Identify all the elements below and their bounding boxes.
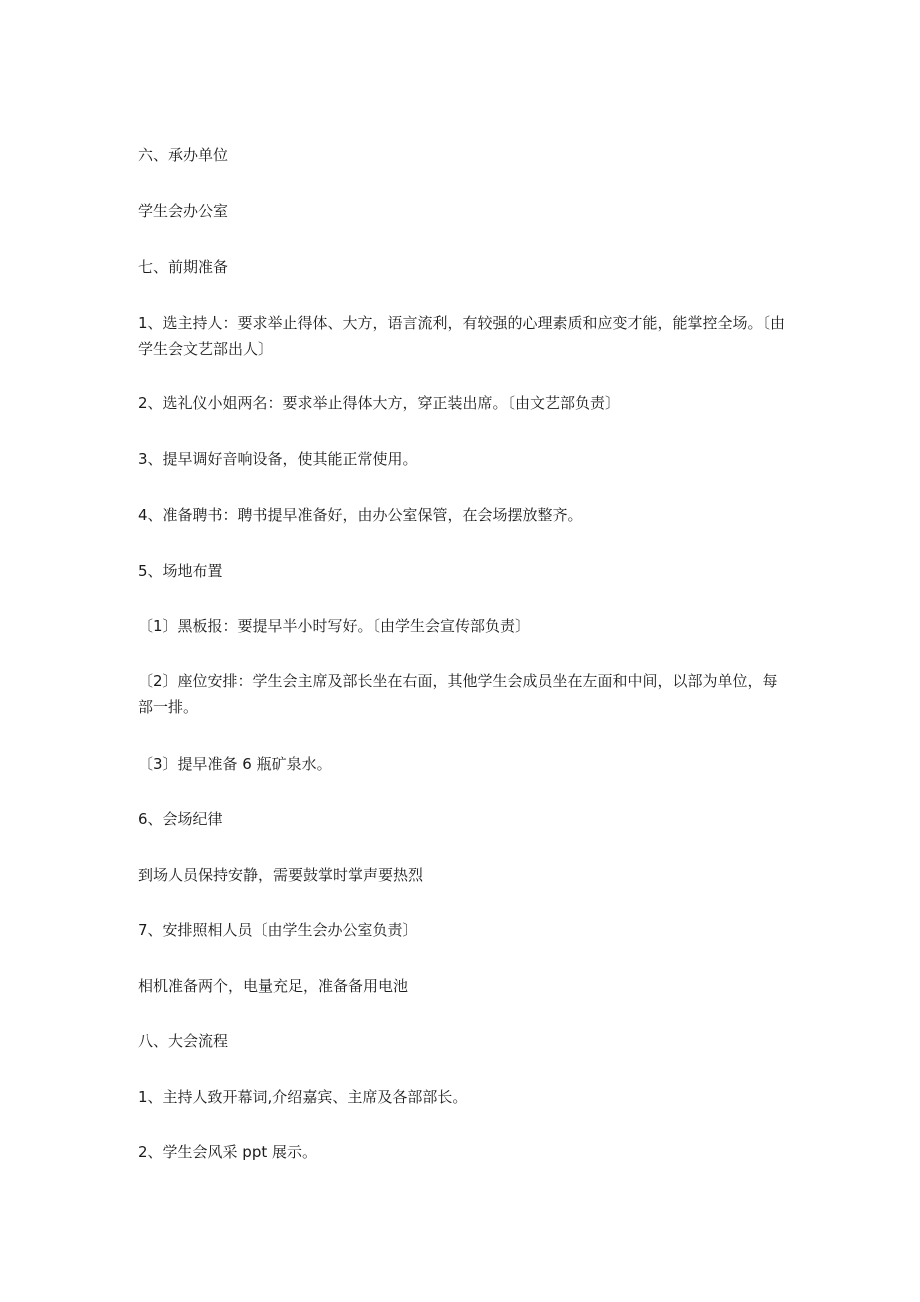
paragraph-audio-setup: 3、提早调好音响设备，使其能正常使用。: [138, 450, 418, 468]
section-heading-preparation: 七、前期准备: [138, 258, 229, 276]
section-heading-agenda: 八、大会流程: [138, 1032, 229, 1050]
section-heading-organizer: 六、承办单位: [138, 146, 229, 164]
paragraph-venue-layout: 5、场地布置: [138, 562, 223, 580]
paragraph-discipline-detail: 到场人员保持安静，需要鼓掌时掌声要热烈: [138, 866, 424, 884]
paragraph-etiquette-selection: 2、选礼仪小姐两名：要求举止得体大方，穿正装出席。〔由文艺部负责〕: [138, 394, 621, 412]
paragraph-host-selection: 1、选主持人：要求举止得体、大方，语言流利，有较强的心理素质和应变才能，能掌控全场。〔由学生会文艺部出人〕: [138, 314, 786, 358]
paragraph-venue-discipline: 6、会场纪律: [138, 810, 223, 828]
paragraph-certificates: 4、准备聘书：聘书提早准备好，由办公室保管，在会场摆放整齐。: [138, 506, 583, 524]
paragraph-blackboard: 〔1〕黑板报：要提早半小时写好。〔由学生会宣传部负责〕: [138, 617, 531, 635]
paragraph-water: 〔3〕提早准备 6 瓶矿泉水。: [138, 755, 332, 773]
paragraph-camera-detail: 相机准备两个，电量充足，准备备用电池: [138, 977, 409, 995]
paragraph-seating: 〔2〕座位安排：学生会主席及部长坐在右面，其他学生会成员坐在左面和中间，以部为单位，每部一排。: [138, 672, 778, 716]
paragraph-photographer: 7、安排照相人员〔由学生会办公室负责〕: [138, 921, 418, 939]
paragraph-organizer-name: 学生会办公室: [138, 202, 229, 220]
paragraph-opening-speech: 1、主持人致开幕词,介绍嘉宾、主席及各部部长。: [138, 1088, 468, 1106]
paragraph-ppt-show: 2、学生会风采 ppt 展示。: [138, 1143, 318, 1161]
